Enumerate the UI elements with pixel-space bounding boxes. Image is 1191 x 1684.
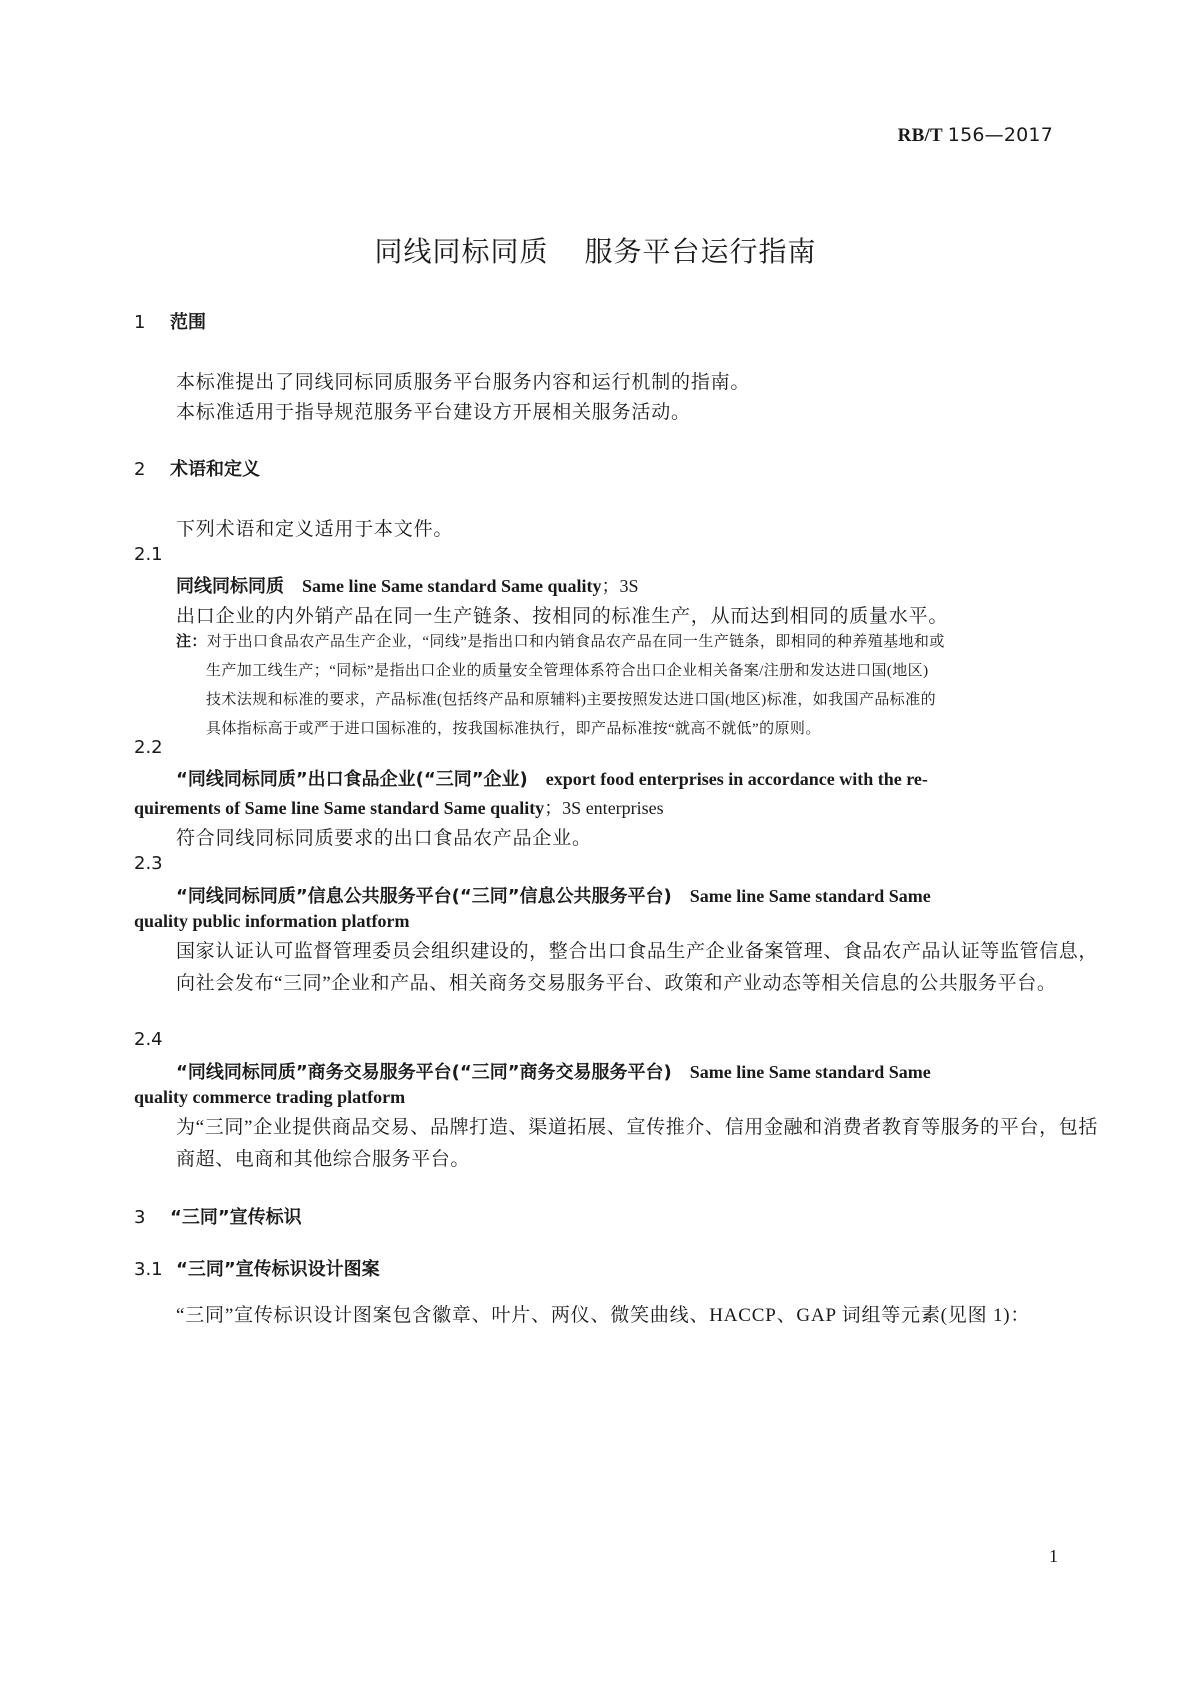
section-2-intro: 下列术语和定义适用于本文件。 [176, 519, 454, 540]
section-3-heading [134, 1203, 302, 1229]
term-2-2-number: 2.2 [134, 737, 163, 758]
document-title [0, 230, 1191, 270]
section-1-paragraph-2: 本标准适用于指导规范服务平台建设方开展相关服务活动。 [176, 402, 691, 423]
term-2-2-english-line-1: export food enterprises in accordance with the re- [545, 769, 928, 789]
term-2-2-english-line-2: quirements of Same line Same standard Same quality [134, 798, 545, 818]
section-1-paragraph-1: 本标准提出了同线同标同质服务平台服务内容和运行机制的指南。 [176, 372, 751, 393]
subsection-3-1-number: 3.1 [134, 1259, 163, 1280]
section-2-heading [134, 455, 260, 481]
term-2-3-number: 2.3 [134, 853, 163, 874]
term-2-1-note [176, 627, 1056, 744]
term-2-2-chinese: “同线同标同质”出口食品企业(“三同”企业) [176, 769, 528, 790]
term-2-3-chinese: “同线同标同质”信息公共服务平台(“三同”信息公共服务平台) [176, 886, 672, 907]
term-2-4-definition: 为“三同”企业提供商品交易、品牌打造、渠道拓展、宣传推介、信用金融和消费者教育等服务的平台，包括商超、电商和其他综合服务平台。 [176, 1117, 1098, 1170]
term-2-2-title-cont [134, 794, 664, 820]
term-2-3-english-line-1: Same line Same standard Same [689, 886, 931, 906]
note-line-2: 生产加工线生产；“同标”是指出口企业的质量安全管理体系符合出口企业相关备案/注册和发达进口国(地区) [206, 663, 929, 679]
section-3-number: 3 [134, 1207, 146, 1228]
standard-number: 156—2017 [947, 124, 1053, 146]
term-2-1-title [176, 572, 1056, 598]
term-2-2-title [176, 765, 1056, 791]
page-number: 1 [1049, 1546, 1058, 1566]
subsection-3-1-paragraph: “三同”宣传标识设计图案包含徽章、叶片、两仪、微笑曲线、HACCP、GAP 词组等元素(见图 1)： [176, 1305, 1031, 1326]
term-2-2-definition: 符合同线同标同质要求的出口食品农产品企业。 [176, 828, 592, 849]
term-2-3-title [176, 882, 1056, 908]
note-line-3: 技术法规和标准的要求，产品标准(包括终产品和原辅料)主要按照发达进口国(地区)标准，如我国产品标准的 [206, 692, 936, 708]
term-2-1-english: Same line Same standard Same quality [302, 576, 602, 596]
note-line-1: 对于出口食品农产品生产企业，“同线”是指出口和内销食品农产品在同一生产链条，即相同的种养殖基地和或 [206, 634, 945, 650]
title-part-2: 服务平台运行指南 [584, 235, 817, 268]
term-2-4-chinese: “同线同标同质”商务交易服务平台(“三同”商务交易服务平台) [176, 1062, 672, 1083]
term-2-4-english-line-1: Same line Same standard Same [689, 1062, 931, 1082]
term-2-3-definition: 国家认证认可监督管理委员会组织建设的，整合出口食品生产企业备案管理、食品农产品认证等监管信息，向社会发布“三同”企业和产品、相关商务交易服务平台、政策和产业动态等相关信息的公共服务平台。 [176, 941, 1098, 994]
note-line-4: 具体指标高于或严于进口国标准的，按我国标准执行，即产品标准按“就高不就低”的原则。 [206, 721, 821, 737]
term-2-1-number: 2.1 [134, 544, 163, 565]
term-2-2-abbr: ；3S enterprises [544, 798, 664, 818]
standard-code [898, 124, 1053, 147]
subsection-3-1-title: “三同”宣传标识设计图案 [176, 1259, 380, 1280]
term-2-1-chinese: 同线同标同质 [176, 576, 284, 597]
section-1-heading [134, 308, 206, 334]
title-part-1: 同线同标同质 [374, 235, 549, 268]
section-1-title: 范围 [170, 312, 206, 333]
term-2-4-number: 2.4 [134, 1029, 163, 1050]
term-2-1-abbr: ；3S [601, 576, 639, 596]
term-2-4-title [176, 1058, 1056, 1084]
standard-prefix: RB/T [897, 125, 943, 146]
note-label: 注： [176, 632, 207, 650]
term-2-1-definition: 出口企业的内外销产品在同一生产链条、按相同的标准生产，从而达到相同的质量水平。 [176, 606, 949, 627]
subsection-3-1-heading [134, 1255, 380, 1281]
section-2-number: 2 [134, 459, 146, 480]
term-2-4-english-line-2: quality commerce trading platform [134, 1087, 406, 1107]
term-2-3-english-line-2: quality public information platform [134, 911, 410, 931]
section-3-title: “三同”宣传标识 [170, 1207, 302, 1228]
section-1-number: 1 [134, 312, 146, 333]
section-2-title: 术语和定义 [170, 459, 260, 480]
